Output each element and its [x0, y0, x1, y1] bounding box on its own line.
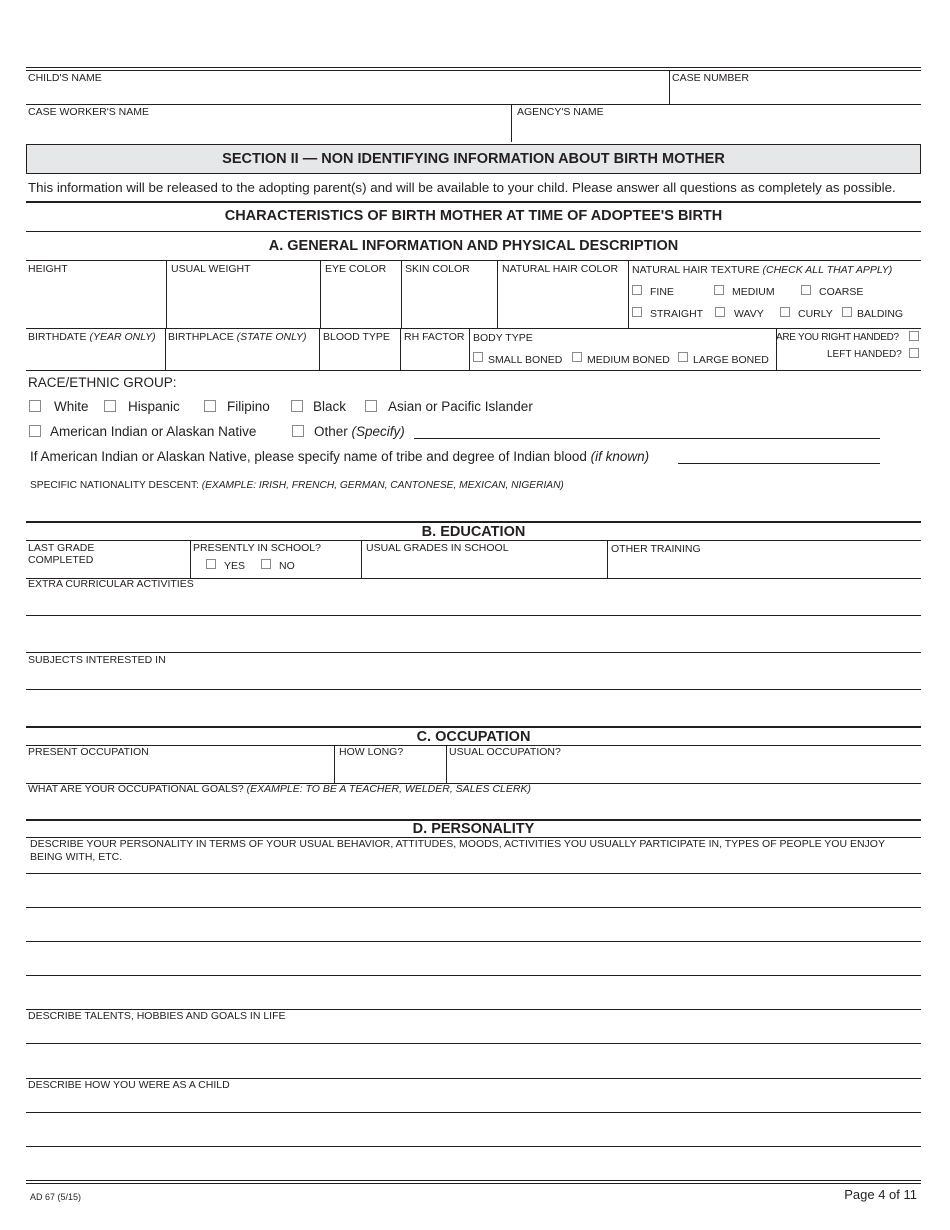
- personality-heading: D. PERSONALITY: [412, 821, 535, 837]
- asian-checkbox[interactable]: [365, 400, 377, 412]
- fine-checkbox[interactable]: [632, 285, 642, 295]
- medium-boned-label: MEDIUM BONED: [587, 354, 670, 366]
- occupational-goals-note: (EXAMPLE: TO BE A TEACHER, WELDER, SALES CLERK): [246, 783, 531, 795]
- form-id: AD 67 (5/15): [30, 1192, 82, 1202]
- divider: [469, 328, 470, 370]
- eye-color-label: EYE COLOR: [325, 263, 387, 275]
- filipino-checkbox[interactable]: [204, 400, 216, 412]
- occupational-goals-text: WHAT ARE YOUR OCCUPATIONAL GOALS?: [28, 783, 244, 795]
- hair-texture-note: (CHECK ALL THAT APPLY): [762, 264, 893, 276]
- case-worker-label: CASE WORKER'S NAME: [28, 106, 150, 118]
- rule: [26, 540, 921, 541]
- divider: [669, 70, 670, 104]
- rule: [26, 328, 921, 329]
- top-rule: [26, 67, 921, 68]
- hair-texture-label: [632, 264, 892, 277]
- last-grade-label-1: LAST GRADE: [28, 542, 95, 554]
- asian-label: Asian or Pacific Islander: [388, 399, 533, 414]
- in-school-no-label: NO: [279, 560, 295, 572]
- divider: [166, 260, 167, 328]
- presently-in-school-label: PRESENTLY IN SCHOOL?: [193, 542, 321, 554]
- other-race-checkbox[interactable]: [292, 425, 304, 437]
- top-rule-2: [26, 70, 921, 71]
- left-handed-checkbox[interactable]: [909, 348, 919, 358]
- black-label: Black: [313, 399, 347, 414]
- divider: [361, 540, 362, 578]
- characteristics-heading: CHARACTERISTICS OF BIRTH MOTHER AT TIME OF ADOPTEE'S BIRTH: [224, 208, 723, 224]
- divider: [400, 328, 401, 370]
- divider: [320, 260, 321, 328]
- hair-texture-text: NATURAL HAIR TEXTURE: [632, 264, 760, 276]
- other-race-text: Other: [314, 424, 348, 439]
- rh-factor-label: RH FACTOR: [404, 331, 465, 343]
- wavy-label: WAVY: [734, 308, 764, 320]
- writing-line[interactable]: [26, 1146, 921, 1147]
- divider: [319, 328, 320, 370]
- birthdate-text: BIRTHDATE: [28, 331, 87, 343]
- agency-name-label: AGENCY'S NAME: [517, 106, 604, 118]
- american-indian-checkbox[interactable]: [29, 425, 41, 437]
- bottom-rule: [26, 1180, 921, 1181]
- writing-line[interactable]: [26, 907, 921, 908]
- small-boned-label: SMALL BONED: [488, 354, 563, 366]
- nationality-note: (EXAMPLE: IRISH, FRENCH, GERMAN, CANTONESE, MEXICAN, NIGERIAN): [201, 480, 564, 491]
- race-label: RACE/ETHNIC GROUP:: [28, 375, 177, 390]
- writing-line[interactable]: [26, 873, 921, 874]
- tribe-question-text: If American Indian or Alaskan Native, please specify name of tribe and degree of Indian blood: [30, 449, 587, 464]
- birthdate-note: (YEAR ONLY): [89, 331, 156, 343]
- straight-checkbox[interactable]: [632, 307, 642, 317]
- childhood-label: DESCRIBE HOW YOU WERE AS A CHILD: [28, 1079, 230, 1091]
- nationality-text: SPECIFIC NATIONALITY DESCENT:: [30, 480, 199, 491]
- case-number-label: CASE NUMBER: [672, 72, 750, 84]
- medium-boned-checkbox[interactable]: [572, 352, 582, 362]
- writing-line[interactable]: [26, 615, 921, 616]
- right-handed-label: ARE YOU RIGHT HANDED?: [776, 332, 899, 343]
- personality-describe-1: DESCRIBE YOUR PERSONALITY IN TERMS OF YOUR USUAL BEHAVIOR, ATTITUDES, MOODS, ACTIVITIES YOU USUALLY PARTICIPATE IN, TYPES OF PEOPLE YOU ENJOY: [30, 838, 885, 850]
- writing-line[interactable]: [26, 1112, 921, 1113]
- wavy-checkbox[interactable]: [715, 307, 725, 317]
- subjects-label: SUBJECTS INTERESTED IN: [28, 654, 166, 666]
- filipino-label: Filipino: [227, 399, 270, 414]
- other-training-label: OTHER TRAINING: [611, 543, 701, 555]
- hair-color-label: NATURAL HAIR COLOR: [502, 263, 619, 275]
- writing-line[interactable]: [26, 689, 921, 690]
- blood-type-label: BLOOD TYPE: [323, 331, 390, 343]
- usual-weight-label: USUAL WEIGHT: [171, 263, 251, 275]
- medium-texture-label: MEDIUM: [732, 286, 775, 298]
- rule: [26, 231, 921, 232]
- coarse-label: COARSE: [819, 286, 864, 298]
- curly-checkbox[interactable]: [780, 307, 790, 317]
- straight-label: STRAIGHT: [650, 308, 704, 320]
- case-number-field[interactable]: [672, 85, 920, 103]
- fine-label: FINE: [650, 286, 674, 298]
- writing-line[interactable]: [26, 941, 921, 942]
- childs-name-label: CHILD'S NAME: [28, 72, 102, 84]
- american-indian-label: American Indian or Alaskan Native: [50, 424, 257, 439]
- usual-grades-label: USUAL GRADES IN SCHOOL: [366, 542, 509, 554]
- birthplace-note: (STATE ONLY): [236, 331, 307, 343]
- in-school-no-checkbox[interactable]: [261, 559, 271, 569]
- divider: [446, 745, 447, 783]
- white-label: White: [54, 399, 89, 414]
- present-occupation-label: PRESENT OCCUPATION: [28, 746, 149, 758]
- talents-label: DESCRIBE TALENTS, HOBBIES AND GOALS IN LIFE: [28, 1010, 286, 1022]
- usual-occupation-label: USUAL OCCUPATION?: [449, 746, 561, 758]
- height-label: HEIGHT: [28, 263, 68, 275]
- nationality-label: [30, 479, 564, 492]
- writing-line[interactable]: [26, 975, 921, 976]
- rule: [26, 521, 921, 523]
- divider: [190, 540, 191, 578]
- row-rule: [26, 104, 921, 105]
- large-boned-checkbox[interactable]: [678, 352, 688, 362]
- education-heading: B. EDUCATION: [421, 524, 526, 540]
- white-checkbox[interactable]: [29, 400, 41, 412]
- coarse-checkbox[interactable]: [801, 285, 811, 295]
- general-heading: A. GENERAL INFORMATION AND PHYSICAL DESCRIPTION: [268, 238, 679, 254]
- divider: [497, 260, 498, 328]
- skin-color-label: SKIN COLOR: [405, 263, 470, 275]
- in-school-yes-label: YES: [224, 560, 246, 572]
- black-checkbox[interactable]: [291, 400, 303, 412]
- left-handed-label: LEFT HANDED?: [827, 349, 902, 360]
- hispanic-label: Hispanic: [128, 399, 180, 414]
- section-title: SECTION II — NON IDENTIFYING INFORMATION ABOUT BIRTH MOTHER: [222, 151, 725, 167]
- last-grade-label-2: COMPLETED: [28, 554, 94, 566]
- birthdate-label: [28, 331, 156, 344]
- divider: [511, 104, 512, 142]
- balding-checkbox[interactable]: [842, 307, 852, 317]
- other-race-label: [314, 424, 405, 439]
- large-boned-label: LARGE BONED: [693, 354, 769, 366]
- medium-texture-checkbox[interactable]: [714, 285, 724, 295]
- rule: [26, 201, 921, 203]
- body-type-label: BODY TYPE: [473, 332, 533, 344]
- other-race-note: (Specify): [351, 424, 405, 439]
- nationality-field[interactable]: [28, 493, 918, 515]
- hispanic-checkbox[interactable]: [104, 400, 116, 412]
- page-number: Page 4 of 11: [844, 1187, 917, 1202]
- tribe-field[interactable]: [678, 463, 880, 464]
- other-race-field[interactable]: [414, 438, 880, 439]
- agency-name-field[interactable]: [517, 120, 919, 140]
- curly-label: CURLY: [798, 308, 833, 320]
- rule: [26, 260, 921, 261]
- tribe-question: [30, 449, 649, 464]
- in-school-yes-checkbox[interactable]: [206, 559, 216, 569]
- section-intro: This information will be released to the adopting parent(s) and will be available to your child. Please answer all questions as completely as possible.: [28, 180, 896, 195]
- writing-line[interactable]: [26, 652, 921, 653]
- case-worker-field[interactable]: [28, 120, 508, 140]
- birthplace-text: BIRTHPLACE: [168, 331, 234, 343]
- bottom-rule-2: [26, 1183, 921, 1184]
- childs-name-field[interactable]: [28, 85, 666, 103]
- right-handed-checkbox[interactable]: [909, 331, 919, 341]
- occupational-goals-label: [28, 783, 531, 796]
- how-long-label: HOW LONG?: [339, 746, 404, 758]
- occupation-heading: C. OCCUPATION: [416, 729, 531, 745]
- personality-describe-2: BEING WITH, ETC.: [30, 851, 123, 863]
- tribe-question-note: (if known): [590, 449, 650, 464]
- rule: [26, 370, 921, 371]
- divider: [628, 260, 629, 328]
- rule: [26, 726, 921, 728]
- divider: [401, 260, 402, 328]
- birthplace-label: [168, 331, 307, 344]
- small-boned-checkbox[interactable]: [473, 352, 483, 362]
- extra-curricular-label: EXTRA CURRICULAR ACTIVITIES: [28, 578, 194, 590]
- divider: [165, 328, 166, 370]
- balding-label: BALDING: [857, 308, 904, 320]
- divider: [334, 745, 335, 783]
- divider: [607, 540, 608, 578]
- writing-line[interactable]: [26, 1043, 921, 1044]
